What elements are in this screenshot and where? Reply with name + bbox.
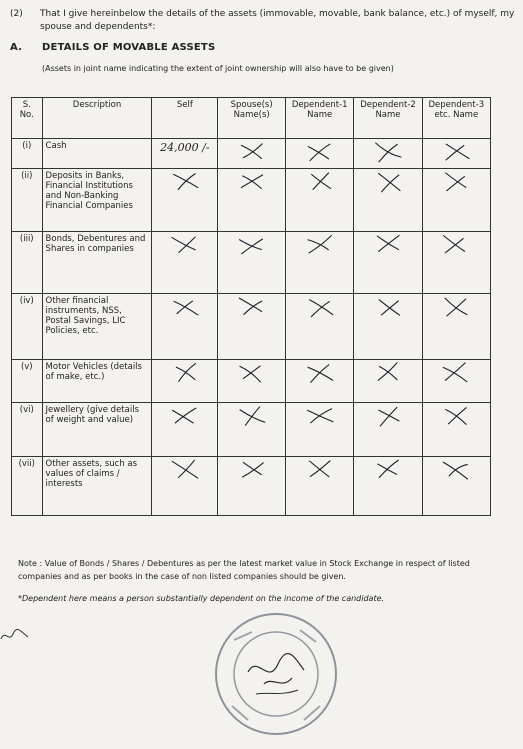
cross-stroke-icon bbox=[373, 362, 403, 384]
cross-stroke bbox=[307, 410, 333, 422]
cross-stroke bbox=[242, 463, 263, 478]
cross-mark-icon bbox=[422, 457, 490, 516]
header-dependent-2: Dependent-2 Name bbox=[354, 98, 422, 139]
cross-stroke-icon bbox=[441, 296, 471, 318]
cross-stroke bbox=[449, 464, 468, 476]
cross-mark-icon bbox=[286, 403, 354, 457]
row-number: (v) bbox=[12, 360, 43, 403]
cross-stroke-icon bbox=[237, 459, 267, 481]
cross-stroke bbox=[245, 407, 260, 426]
intro-number: (2) bbox=[10, 9, 23, 19]
table-row bbox=[12, 360, 491, 403]
cross-stroke-icon bbox=[170, 362, 200, 384]
row-number: (iv) bbox=[12, 294, 43, 360]
row-description: Other assets, such as values of claims / interests bbox=[42, 457, 152, 516]
cross-stroke bbox=[446, 145, 465, 160]
cross-stroke-icon bbox=[441, 362, 471, 384]
cross-stroke bbox=[239, 298, 262, 312]
cross-stroke-icon bbox=[305, 405, 335, 427]
cross-mark-icon bbox=[422, 169, 490, 232]
cross-mark-icon bbox=[218, 169, 286, 232]
cross-mark-icon bbox=[218, 139, 286, 169]
cross-mark-icon bbox=[422, 139, 490, 169]
row-number: (iii) bbox=[12, 232, 43, 294]
row-description: Other financial instruments, NSS, Postal Savings, LIC Policies, etc. bbox=[42, 294, 152, 360]
row-description: Motor Vehicles (details of make, etc.) bbox=[42, 360, 152, 403]
row-description: Cash bbox=[42, 139, 152, 169]
cross-mark-icon bbox=[354, 294, 422, 360]
cross-mark-icon bbox=[152, 169, 218, 232]
cross-stroke-icon bbox=[305, 171, 335, 193]
cross-stroke-icon bbox=[373, 234, 403, 256]
cross-stroke-icon bbox=[441, 141, 471, 163]
cross-mark-icon bbox=[286, 294, 354, 360]
cross-stroke-icon bbox=[170, 296, 200, 318]
cross-stroke-icon bbox=[305, 296, 335, 318]
intro-text: That I give hereinbelow the details of the assets (immovable, movable, bank balance, etc.) of myself, my spouse and dependents*: bbox=[40, 9, 515, 32]
cross-mark-icon bbox=[152, 403, 218, 457]
cross-mark-icon bbox=[218, 294, 286, 360]
row-number: (ii) bbox=[12, 169, 43, 232]
cross-stroke bbox=[172, 461, 198, 478]
cross-stroke bbox=[243, 301, 262, 315]
header-sno: S. No. bbox=[12, 98, 43, 139]
cross-stroke bbox=[310, 365, 329, 383]
cross-stroke-icon bbox=[237, 296, 267, 318]
cross-mark-icon bbox=[354, 360, 422, 403]
row-number: (i) bbox=[12, 139, 43, 169]
cross-stroke bbox=[309, 461, 329, 477]
header-self: Self bbox=[152, 98, 218, 139]
section-title: DETAILS OF MOVABLE ASSETS bbox=[42, 42, 216, 53]
header-description: Description bbox=[42, 98, 152, 139]
margin-signature-icon bbox=[0, 625, 30, 645]
cross-stroke bbox=[447, 176, 465, 191]
cross-stroke-icon bbox=[441, 171, 471, 193]
cross-mark-icon bbox=[286, 232, 354, 294]
cross-stroke-icon bbox=[305, 234, 335, 256]
cross-mark-icon bbox=[152, 232, 218, 294]
cross-stroke-icon bbox=[441, 459, 471, 481]
row-number: (vi) bbox=[12, 403, 43, 457]
cross-stroke-icon bbox=[305, 141, 335, 163]
cross-mark-icon bbox=[152, 360, 218, 403]
header-dependent-1: Dependent-1 Name bbox=[286, 98, 354, 139]
cross-stroke bbox=[243, 144, 262, 158]
cross-mark-icon bbox=[422, 403, 490, 457]
cross-mark-icon bbox=[218, 403, 286, 457]
cross-stroke-icon bbox=[373, 171, 403, 193]
cross-mark-icon bbox=[286, 169, 354, 232]
cross-mark-icon bbox=[354, 169, 422, 232]
cross-mark-icon bbox=[354, 403, 422, 457]
cross-stroke bbox=[178, 363, 195, 381]
cross-mark-icon bbox=[422, 360, 490, 403]
section-letter: A. bbox=[10, 42, 23, 53]
table-row bbox=[12, 294, 491, 360]
cross-mark-icon bbox=[286, 360, 354, 403]
cross-mark-icon bbox=[152, 294, 218, 360]
cross-stroke bbox=[446, 173, 467, 188]
cross-mark-icon bbox=[422, 232, 490, 294]
cross-stroke bbox=[380, 407, 397, 426]
cross-stroke-icon bbox=[305, 362, 335, 384]
cross-stroke-icon bbox=[170, 459, 200, 481]
section-subtitle: (Assets in joint name indicating the extent of joint ownership will also have to be given) bbox=[42, 64, 394, 73]
row-description: Deposits in Banks, Financial Institutions and Non-Banking Financial Companies bbox=[42, 169, 152, 232]
cross-stroke bbox=[311, 301, 330, 317]
cross-stroke-icon bbox=[373, 141, 403, 163]
cross-stroke bbox=[243, 462, 262, 475]
cross-stroke bbox=[310, 409, 332, 424]
cross-mark-icon bbox=[354, 232, 422, 294]
cross-stroke-icon bbox=[237, 234, 267, 256]
cross-stroke-icon bbox=[237, 141, 267, 163]
cross-stroke bbox=[444, 236, 466, 252]
cross-stroke-icon bbox=[373, 405, 403, 427]
row-description: Bonds, Debentures and Shares in companies bbox=[42, 232, 152, 294]
table-row bbox=[12, 232, 491, 294]
note-text: Note : Value of Bonds / Shares / Debentures as per the latest market value in Stock Exchange in respect of listed companies and as per books in the case of non listed companies should be given. bbox=[18, 559, 470, 581]
table-row bbox=[12, 139, 491, 169]
cross-stroke bbox=[175, 408, 196, 423]
header-dependent-3: Dependent-3 etc. Name bbox=[422, 98, 490, 139]
cross-stroke bbox=[241, 239, 263, 254]
cross-stroke-icon bbox=[237, 362, 267, 384]
cross-stroke bbox=[307, 367, 332, 380]
cross-mark-icon bbox=[286, 139, 354, 169]
movable-assets-table bbox=[11, 97, 491, 516]
table-row bbox=[12, 403, 491, 457]
cross-stroke-icon bbox=[373, 296, 403, 318]
cross-mark-icon bbox=[218, 457, 286, 516]
cross-stroke bbox=[379, 144, 398, 162]
cross-stroke-icon bbox=[373, 459, 403, 481]
cross-stroke-icon bbox=[305, 459, 335, 481]
table-row bbox=[12, 169, 491, 232]
row-number: (vii) bbox=[12, 457, 43, 516]
cross-stroke bbox=[310, 461, 330, 477]
self-value: 24,000 /- bbox=[152, 139, 218, 169]
cross-stroke bbox=[176, 367, 195, 380]
cross-stroke bbox=[239, 239, 262, 249]
cross-stroke-icon bbox=[170, 234, 200, 256]
cross-stroke bbox=[243, 366, 260, 379]
row-description: Jewellery (give details of weight and value) bbox=[42, 403, 152, 457]
cross-stroke bbox=[178, 237, 195, 253]
cross-mark-icon bbox=[152, 457, 218, 516]
dependent-footnote: *Dependent here means a person substantially dependent on the income of the candidate. bbox=[18, 594, 385, 603]
cross-stroke-icon bbox=[441, 234, 471, 256]
table-row bbox=[12, 457, 491, 516]
cross-stroke bbox=[445, 238, 463, 253]
cross-stroke bbox=[447, 299, 467, 317]
cross-stroke bbox=[177, 301, 193, 314]
cross-stroke bbox=[378, 235, 399, 251]
cross-stroke-icon bbox=[237, 405, 267, 427]
cross-stroke bbox=[178, 460, 195, 478]
cross-stroke-icon bbox=[170, 171, 200, 193]
table-header-row bbox=[12, 98, 491, 139]
cross-mark-icon bbox=[286, 457, 354, 516]
cross-stroke bbox=[379, 460, 399, 478]
cross-mark-icon bbox=[218, 232, 286, 294]
official-seal-stamp bbox=[212, 610, 340, 738]
cross-mark-icon bbox=[354, 139, 422, 169]
cross-stroke-icon bbox=[441, 405, 471, 427]
cross-stroke-icon bbox=[237, 171, 267, 193]
cross-mark-icon bbox=[354, 457, 422, 516]
cross-stroke bbox=[312, 173, 328, 190]
cross-mark-icon bbox=[422, 294, 490, 360]
cross-stroke-icon bbox=[170, 405, 200, 427]
header-spouse: Spouse(s) Name(s) bbox=[218, 98, 286, 139]
cross-mark-icon bbox=[218, 360, 286, 403]
